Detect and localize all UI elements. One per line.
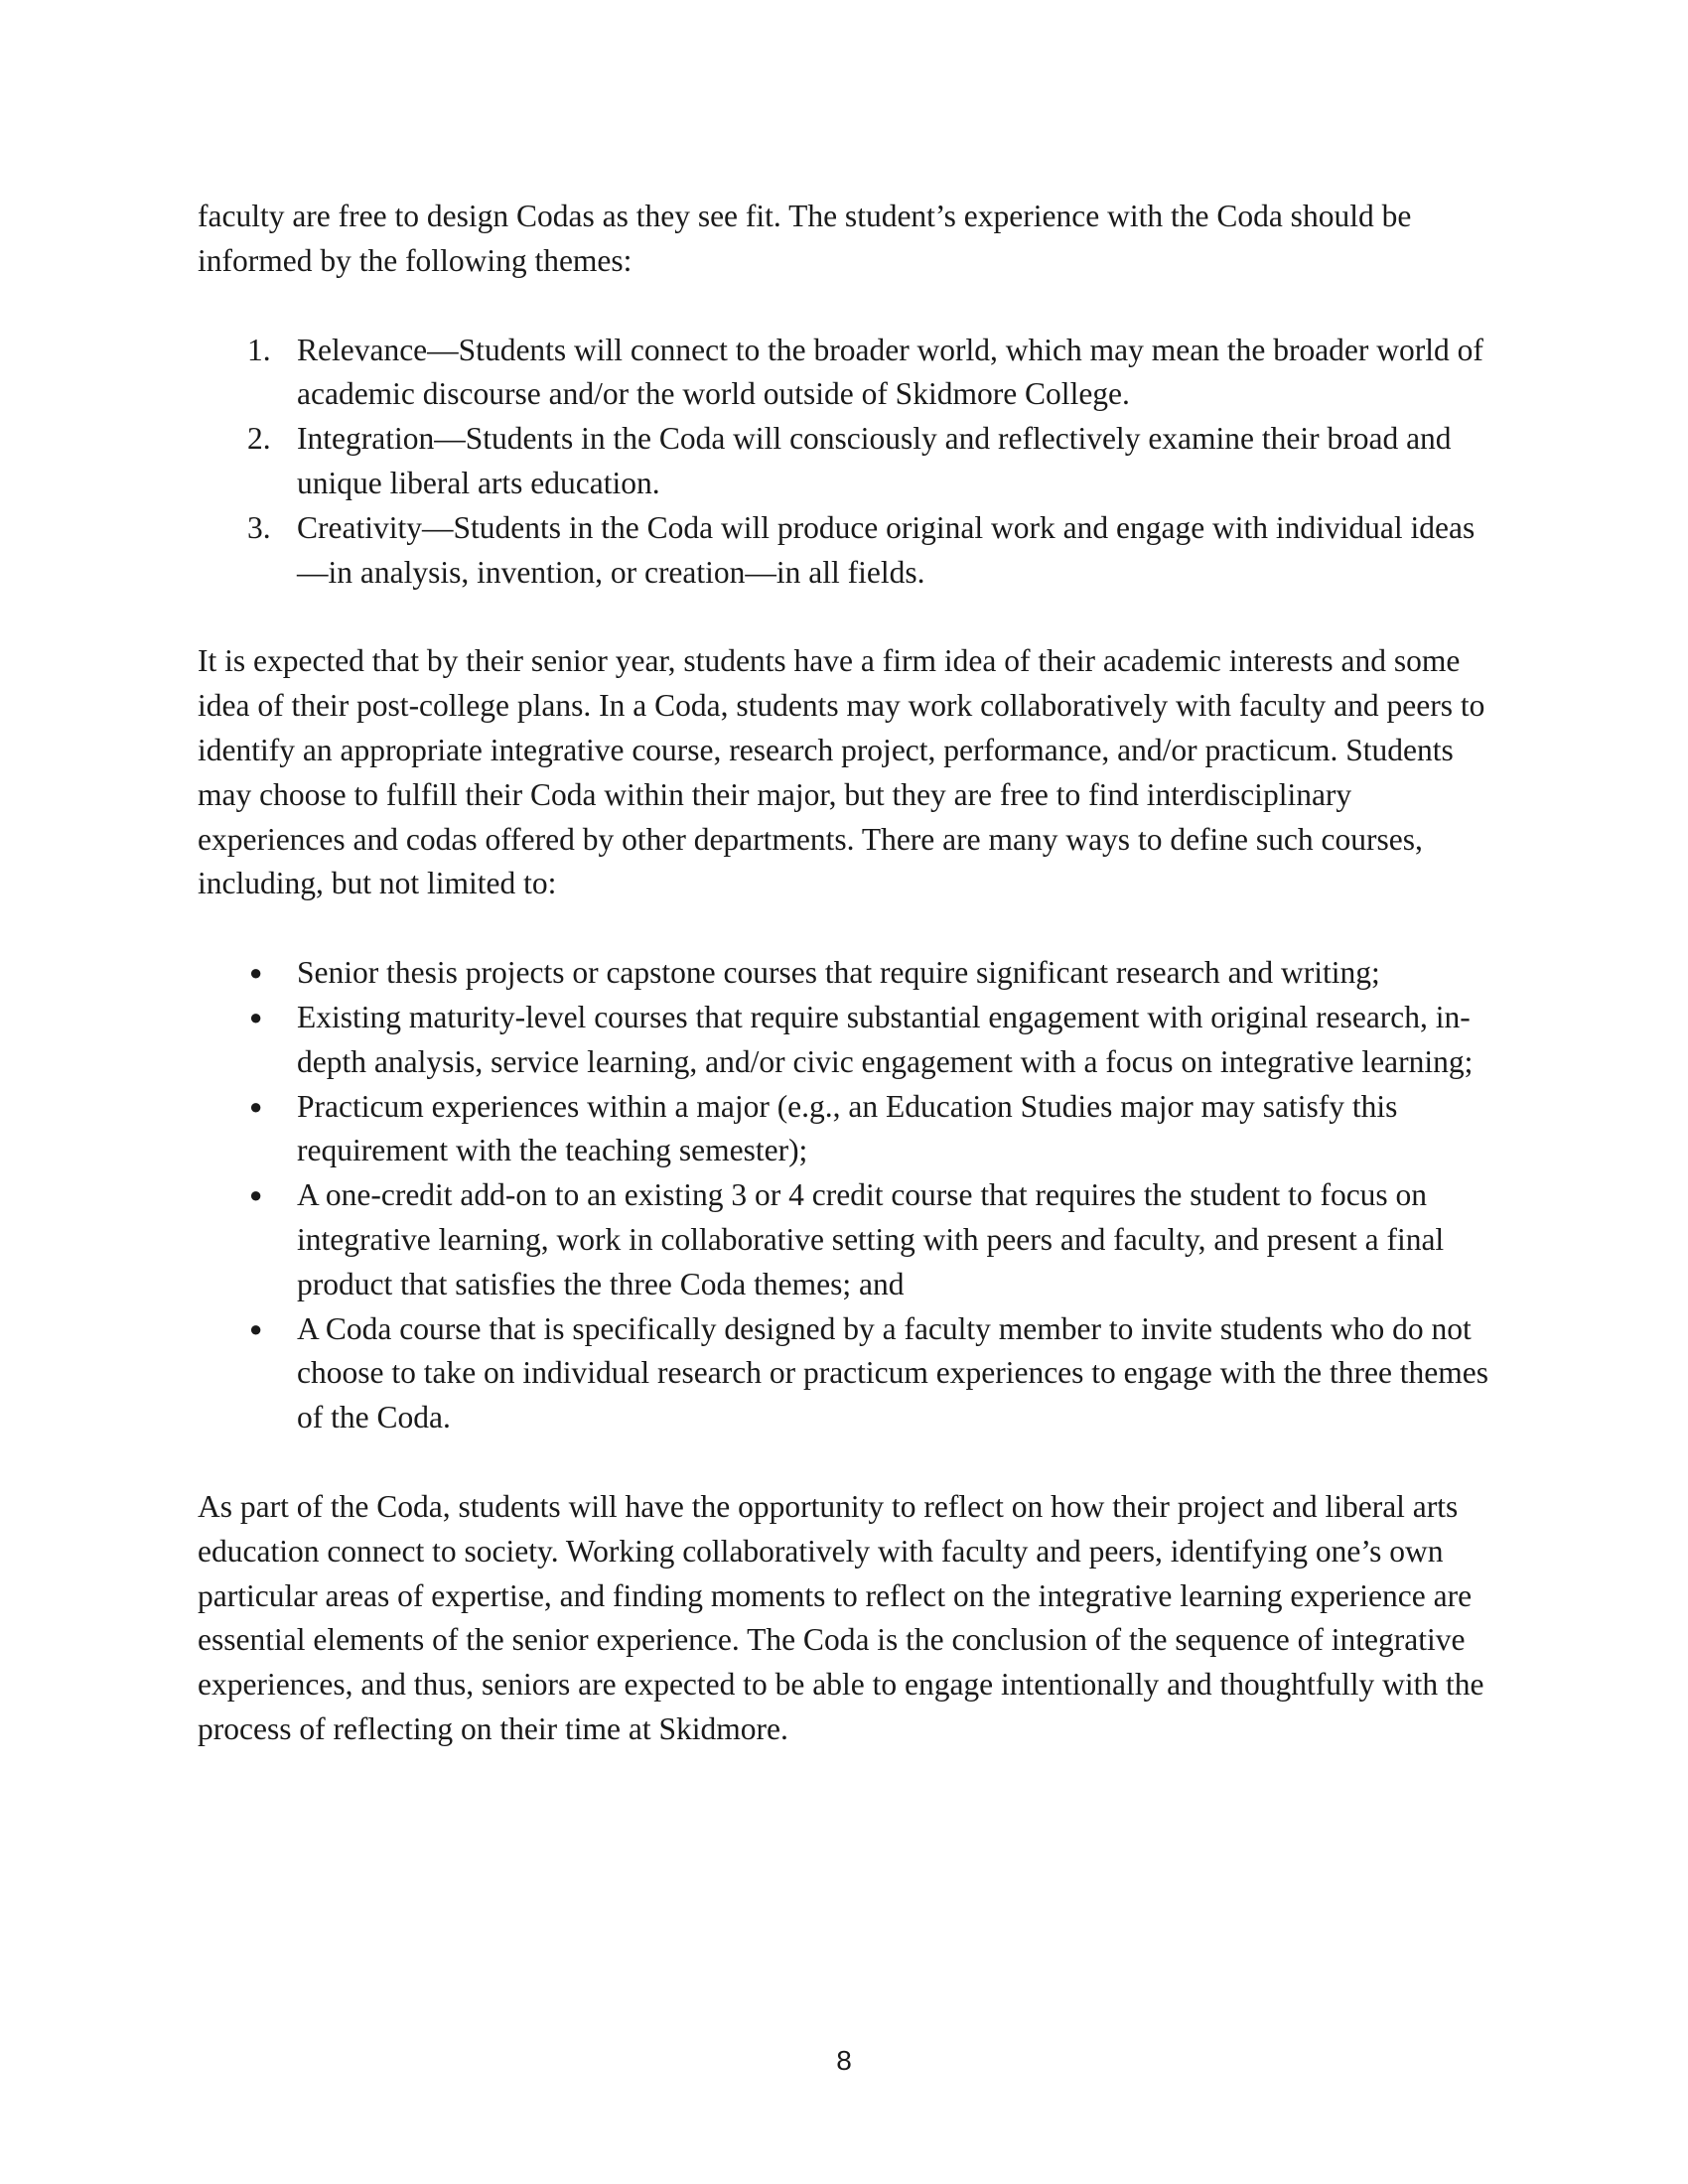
bullet-icon: ● xyxy=(249,1093,263,1119)
list-number: 1. xyxy=(247,332,271,367)
themes-list xyxy=(198,329,1498,596)
list-item-text: Existing maturity-level courses that require substantial engagement with original research, in-depth analysis, service learning, and/or civic engagement with a focus on integrative learning; xyxy=(297,999,1474,1079)
list-item xyxy=(198,1307,1498,1440)
page-body xyxy=(198,195,1498,1752)
bullet-icon: ● xyxy=(249,1182,263,1208)
list-number: 3. xyxy=(247,509,271,545)
list-number: 2. xyxy=(247,421,271,457)
bullet-icon: ● xyxy=(249,960,263,986)
list-item-text: Senior thesis projects or capstone courses that require significant research and writing; xyxy=(297,955,1380,991)
theme-text: Relevance—Students will connect to the broader world, which may mean the broader world of academic discourse and/or the world outside of Skidmore College. xyxy=(297,332,1483,412)
list-item xyxy=(198,1085,1498,1174)
intro-paragraph: faculty are free to design Codas as they see fit. The student’s experience with the Coda should be informed by the following themes: xyxy=(198,199,1412,278)
theme-text: Creativity—Students in the Coda will produce original work and engage with individual ideas—in analysis, invention, or creation—in all fields. xyxy=(297,509,1476,590)
list-item xyxy=(198,996,1498,1085)
bullet-icon: ● xyxy=(249,1004,263,1029)
list-item-text: A one-credit add-on to an existing 3 or 4 credit course that requires the student to focus on integrative learning, work in collaborative setting with peers and faculty, and present a final product that satisfies the three Coda themes; and xyxy=(297,1177,1445,1301)
theme-item xyxy=(198,417,1498,506)
list-item-text: A Coda course that is specifically designed by a faculty member to invite students who do not choose to take on individual research or practicum experiences to engage with the three themes of the Coda. xyxy=(297,1310,1489,1435)
list-item xyxy=(198,951,1498,996)
bullet-icon: ● xyxy=(249,1315,263,1341)
theme-item xyxy=(198,329,1498,418)
closing-paragraph: As part of the Coda, students will have the opportunity to reflect on how their project and liberal arts education connect to society. Working collaboratively with faculty and peers, identifying one’s own particular areas of expertise, and finding moments to reflect on the integrative learning experience are essential elements of the senior experience. The Coda is the conclusion of the sequence of integrative experiences, and thus, seniors are expected to be able to engage intentionally and thoughtfully with the process of reflecting on their time at Skidmore. xyxy=(198,1488,1484,1746)
theme-item xyxy=(198,506,1498,596)
expectation-paragraph: It is expected that by their senior year, students have a firm idea of their academic interests and some idea of their post-college plans. In a Coda, students may work collaboratively with faculty and peers to identify an appropriate integrative course, research project, performance, and/or practicum. Students may choose to fulfill their Coda within their major, but they are free to find interdisciplinary experiences and codas offered by other departments. There are many ways to define such courses, including, but not limited to: xyxy=(198,643,1485,901)
theme-text: Integration—Students in the Coda will consciously and reflectively examine their broad and unique liberal arts education. xyxy=(297,421,1452,500)
page-number: 8 xyxy=(836,2045,852,2076)
list-item xyxy=(198,1173,1498,1306)
list-item-text: Practicum experiences within a major (e.g., an Education Studies major may satisfy this requirement with the teaching semester); xyxy=(297,1088,1398,1168)
course-options-list xyxy=(198,951,1498,1440)
